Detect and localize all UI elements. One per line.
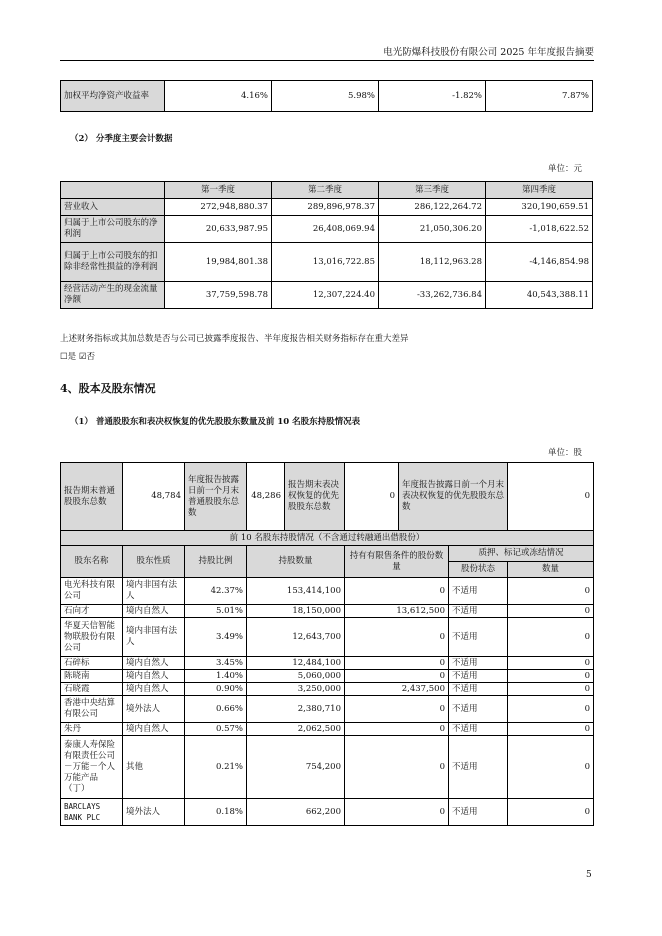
quarterly-note: 上述财务指标或其加总数是否与公司已披露季度报告、半年度报告相关财务指标存在重大差异 <box>60 334 409 344</box>
cell-value: 40,543,388.11 <box>486 282 593 309</box>
shareholder-nature: 境内非国有法人 <box>123 578 185 605</box>
shareholder-status: 不适用 <box>449 657 508 670</box>
quarterly-header-cell: 第二季度 <box>272 182 379 199</box>
top10-title: 前 10 名股东持股情况（不含通过转融通出借股份） <box>61 531 594 546</box>
table-row <box>61 736 594 799</box>
shareholder-restricted: 0 <box>345 618 449 657</box>
table-row <box>61 799 594 826</box>
roe-value: 7.87% <box>486 81 593 112</box>
table-row <box>61 670 594 683</box>
shareholder-name: 华夏天信智能物联股份有限公司 <box>61 618 123 657</box>
cell-value: 272,948,880.37 <box>165 199 272 216</box>
page-header: 电光防爆科技股份有限公司 2025 年年度报告摘要 <box>383 47 594 58</box>
shareholder-restricted: 0 <box>345 696 449 723</box>
shareholder-status: 不适用 <box>449 683 508 696</box>
cell-value: -1,018,622.52 <box>486 216 593 243</box>
quarterly-section-title: （2） 分季度主要会计数据 <box>70 134 173 144</box>
shareholder-count: 153,414,100 <box>247 578 345 605</box>
shareholders-unit: 单位：股 <box>548 448 583 458</box>
cell-value: 18,112,963.28 <box>379 243 486 282</box>
shareholder-name: 石碎标 <box>61 657 123 670</box>
shareholder-ratio: 0.90% <box>185 683 247 696</box>
shareholder-qty: 0 <box>508 683 594 696</box>
row-label: 归属于上市公司股东的扣除非经常性损益的净利润 <box>61 243 165 282</box>
table-row <box>61 683 594 696</box>
summary-value: 48,286 <box>247 463 285 531</box>
shareholder-restricted: 0 <box>345 578 449 605</box>
shareholder-qty: 0 <box>508 736 594 799</box>
shareholder-count: 2,380,710 <box>247 696 345 723</box>
shareholder-nature: 境外法人 <box>123 799 185 826</box>
shareholder-name: 电光科技有限公司 <box>61 578 123 605</box>
quarterly-header-cell: 第三季度 <box>379 182 486 199</box>
shareholder-restricted: 0 <box>345 657 449 670</box>
section-heading: 4、股本及股东情况 <box>60 382 156 395</box>
shareholder-name: BARCLAYS BANK PLC <box>61 799 123 826</box>
col-header-pledge: 质押、标记或冻结情况 <box>449 546 594 562</box>
table-row <box>61 657 594 670</box>
table-row <box>61 578 594 605</box>
summary-value: 0 <box>508 463 594 531</box>
shareholder-ratio: 0.66% <box>185 696 247 723</box>
col-header-nature: 股东性质 <box>123 546 185 578</box>
shareholder-count: 2,062,500 <box>247 723 345 736</box>
shareholder-status: 不适用 <box>449 696 508 723</box>
shareholder-nature: 境外法人 <box>123 696 185 723</box>
quarterly-unit: 单位：元 <box>548 164 583 174</box>
shareholder-nature: 境内自然人 <box>123 657 185 670</box>
cell-value: 26,408,069.94 <box>272 216 379 243</box>
shareholder-qty: 0 <box>508 670 594 683</box>
shareholder-status: 不适用 <box>449 723 508 736</box>
summary-label: 报告期末表决权恢复的优先股股东总数 <box>285 463 345 531</box>
col-header-qty: 数量 <box>508 562 594 578</box>
shareholder-count: 662,200 <box>247 799 345 826</box>
header-rule <box>60 60 594 61</box>
shareholder-qty: 0 <box>508 578 594 605</box>
page-number: 5 <box>586 870 592 880</box>
shareholder-count: 754,200 <box>247 736 345 799</box>
roe-table <box>60 80 593 112</box>
shareholder-qty: 0 <box>508 657 594 670</box>
shareholder-count: 5,060,000 <box>247 670 345 683</box>
shareholder-name: 石向才 <box>61 605 123 618</box>
shareholder-qty: 0 <box>508 605 594 618</box>
shareholder-name: 朱丹 <box>61 723 123 736</box>
shareholder-ratio: 0.21% <box>185 736 247 799</box>
shareholder-restricted: 13,612,500 <box>345 605 449 618</box>
summary-label: 年度报告披露日前一个月末表决权恢复的优先股股东总数 <box>399 463 508 531</box>
shareholder-ratio: 5.01% <box>185 605 247 618</box>
table-row <box>61 618 594 657</box>
shareholder-qty: 0 <box>508 799 594 826</box>
cell-value: 37,759,598.78 <box>165 282 272 309</box>
shareholder-nature: 境内自然人 <box>123 605 185 618</box>
shareholder-ratio: 42.37% <box>185 578 247 605</box>
shareholder-nature: 其他 <box>123 736 185 799</box>
roe-value: 5.98% <box>272 81 379 112</box>
roe-value: 4.16% <box>165 81 272 112</box>
shareholder-ratio: 1.40% <box>185 670 247 683</box>
summary-row <box>61 463 594 531</box>
shareholder-qty: 0 <box>508 696 594 723</box>
cell-value: 12,307,224.40 <box>272 282 379 309</box>
shareholder-ratio: 0.57% <box>185 723 247 736</box>
quarterly-table <box>60 181 593 309</box>
summary-label: 报告期末普通股股东总数 <box>61 463 123 531</box>
table-row <box>61 605 594 618</box>
difference-checkbox: ☐是 ☑否 <box>60 352 95 362</box>
shareholder-ratio: 3.45% <box>185 657 247 670</box>
shareholder-count: 12,484,100 <box>247 657 345 670</box>
table-row <box>61 282 593 309</box>
shareholder-restricted: 0 <box>345 736 449 799</box>
shareholders-table <box>60 462 594 826</box>
cell-value: 289,896,978.37 <box>272 199 379 216</box>
table-row <box>61 696 594 723</box>
col-header-status: 股份状态 <box>449 562 508 578</box>
shareholder-name: 石晓霞 <box>61 683 123 696</box>
row-label: 归属于上市公司股东的净利润 <box>61 216 165 243</box>
cell-value: 20,633,987.95 <box>165 216 272 243</box>
cell-value: -4,146,854.98 <box>486 243 593 282</box>
shareholder-qty: 0 <box>508 618 594 657</box>
shareholder-name: 泰康人寿保险有限责任公司－万能－个人万能产品（丁） <box>61 736 123 799</box>
shareholder-restricted: 0 <box>345 670 449 683</box>
table-row <box>61 199 593 216</box>
shareholder-restricted: 2,437,500 <box>345 683 449 696</box>
col-header-count: 持股数量 <box>247 546 345 578</box>
shareholder-nature: 境内自然人 <box>123 670 185 683</box>
shareholder-status: 不适用 <box>449 670 508 683</box>
col-header-name: 股东名称 <box>61 546 123 578</box>
summary-label: 年度报告披露日前一个月末普通股股东总数 <box>185 463 247 531</box>
shareholder-status: 不适用 <box>449 799 508 826</box>
quarterly-header-cell: 第一季度 <box>165 182 272 199</box>
shareholder-restricted: 0 <box>345 799 449 826</box>
row-label: 营业收入 <box>61 199 165 216</box>
roe-label: 加权平均净资产收益率 <box>61 81 165 112</box>
summary-value: 0 <box>345 463 399 531</box>
col-header-ratio: 持股比例 <box>185 546 247 578</box>
shareholder-count: 12,643,700 <box>247 618 345 657</box>
shareholder-name: 香港中央结算有限公司 <box>61 696 123 723</box>
table-row <box>61 243 593 282</box>
shareholder-status: 不适用 <box>449 578 508 605</box>
cell-value: 19,984,801.38 <box>165 243 272 282</box>
cell-value: 13,016,722.85 <box>272 243 379 282</box>
row-label: 经营活动产生的现金流量净额 <box>61 282 165 309</box>
shareholder-nature: 境内自然人 <box>123 683 185 696</box>
cell-value: 21,050,306.20 <box>379 216 486 243</box>
quarterly-header-cell: 第四季度 <box>486 182 593 199</box>
table-row <box>61 723 594 736</box>
shareholder-count: 18,150,000 <box>247 605 345 618</box>
shareholder-restricted: 0 <box>345 723 449 736</box>
shareholder-ratio: 3.49% <box>185 618 247 657</box>
shareholders-section-title: （1） 普通股股东和表决权恢复的优先股股东数量及前 10 名股东持股情况表 <box>70 417 361 427</box>
shareholder-ratio: 0.18% <box>185 799 247 826</box>
cell-value: -33,262,736.84 <box>379 282 486 309</box>
cell-value: 320,190,659.51 <box>486 199 593 216</box>
shareholder-nature: 境内非国有法人 <box>123 618 185 657</box>
shareholder-name: 陈晓南 <box>61 670 123 683</box>
col-header-restricted: 持有有限售条件的股份数量 <box>345 546 449 578</box>
summary-value: 48,784 <box>123 463 185 531</box>
table-row <box>61 216 593 243</box>
quarterly-header-cell <box>61 182 165 199</box>
roe-value: -1.82% <box>379 81 486 112</box>
shareholder-nature: 境内自然人 <box>123 723 185 736</box>
shareholder-status: 不适用 <box>449 618 508 657</box>
shareholder-status: 不适用 <box>449 605 508 618</box>
cell-value: 286,122,264.72 <box>379 199 486 216</box>
shareholder-qty: 0 <box>508 723 594 736</box>
shareholder-status: 不适用 <box>449 736 508 799</box>
shareholder-count: 3,250,000 <box>247 683 345 696</box>
